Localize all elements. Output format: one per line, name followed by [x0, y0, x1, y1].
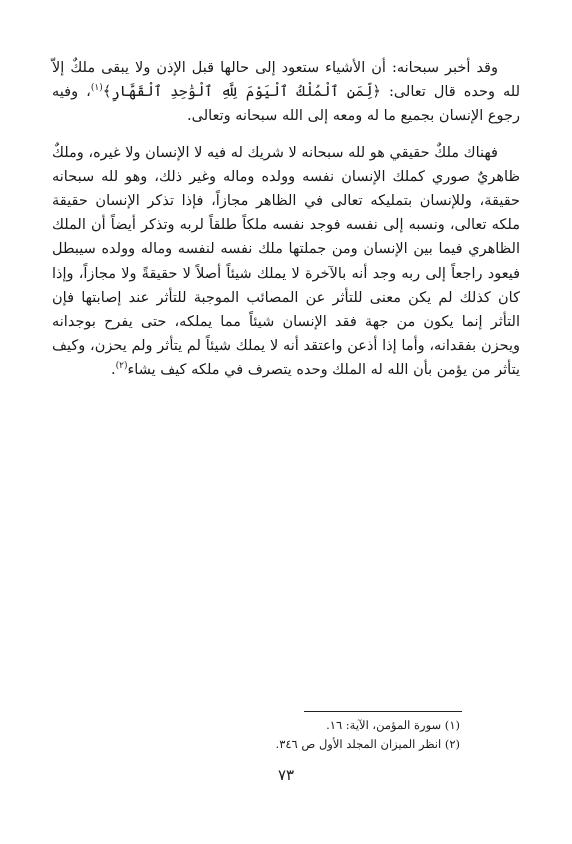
footnote-ref-2: (٢) — [115, 361, 128, 372]
main-text — [52, 56, 520, 383]
footnotes — [52, 716, 460, 754]
footnote-2: (٢) انظر الميزان المجلد الأول ص ٣٤٦. — [275, 737, 460, 751]
page-number: ٧٣ — [277, 766, 295, 784]
paragraph-2-text-end: . — [110, 362, 116, 379]
paragraph-2 — [52, 141, 520, 383]
paragraph-1-text-start: وقد أخبر سبحانه: أن الأشياء ستعود إلى حالها قبل الإذن ولا يبقى ملكٌ إلاّ لله وحده قال تعالى: — [52, 60, 521, 101]
paragraph-1 — [52, 56, 520, 129]
footnote-separator — [304, 711, 462, 712]
footnote-1: (١) سورة المؤمن، الآية: ١٦. — [326, 718, 460, 732]
paragraph-2-text: فهناك ملكٌ حقيقي هو لله سبحانه لا شريك له فيه لا الإنسان ولا غيره، وملكٌ ظاهريٌ صوري كملك الإنسان نفسه وولده وماله وغير ذلك، وهو لله سبحانه حقيقة، وللإنسان بتمليكه تعالى في الظاهر مجازاً، فإذا تذكر الإنسان حقيقة ملكه تعالى، ونسبه إلى نفسه فوجد نفسه ملكاً طلقاً لربه وتذكر أيضاً أن الملك الظاهري فيما بين الإنسان ومن جملتها ملك نفسه لنفسه وماله وولده سيبطل فيعود راجعاً إلى ربه وجد أنه بالآخرة لا يملك شيئاً أصلاً لا حقيقةً ولا مجازاً، وإذا كان كذلك لم يكن معنى للتأثر عن المصائب الموجبة للتأثر عند إصابتها فإن التأثر إنما يكون من جهة فقد الإنسان شيئاً مما يملكه، حتى يفرح بوجدانه ويحزن بفقدانه، وأما إذا أذعن واعتقد أنه لا يملك شيئاً لم يتأثر ولم يحزن، وكيف يتأثر من يؤمن بأن الله له الملك وحده يتصرف في ملكه كيف يشاء — [52, 144, 520, 379]
quran-verse: ﴿لِّمَنِ ٱلْمُلْكُ ٱلْيَوْمَ لِلَّهِ ٱلْوَٰحِدِ ٱلْقَهَّارِ﴾ — [102, 84, 381, 101]
footnote-ref-1: (١) — [90, 83, 103, 94]
paragraph-1-text-end: ، وفيه رجوع الإنسان بجميع ما له ومعه إلى الله سبحانه وتعالى. — [52, 84, 520, 125]
